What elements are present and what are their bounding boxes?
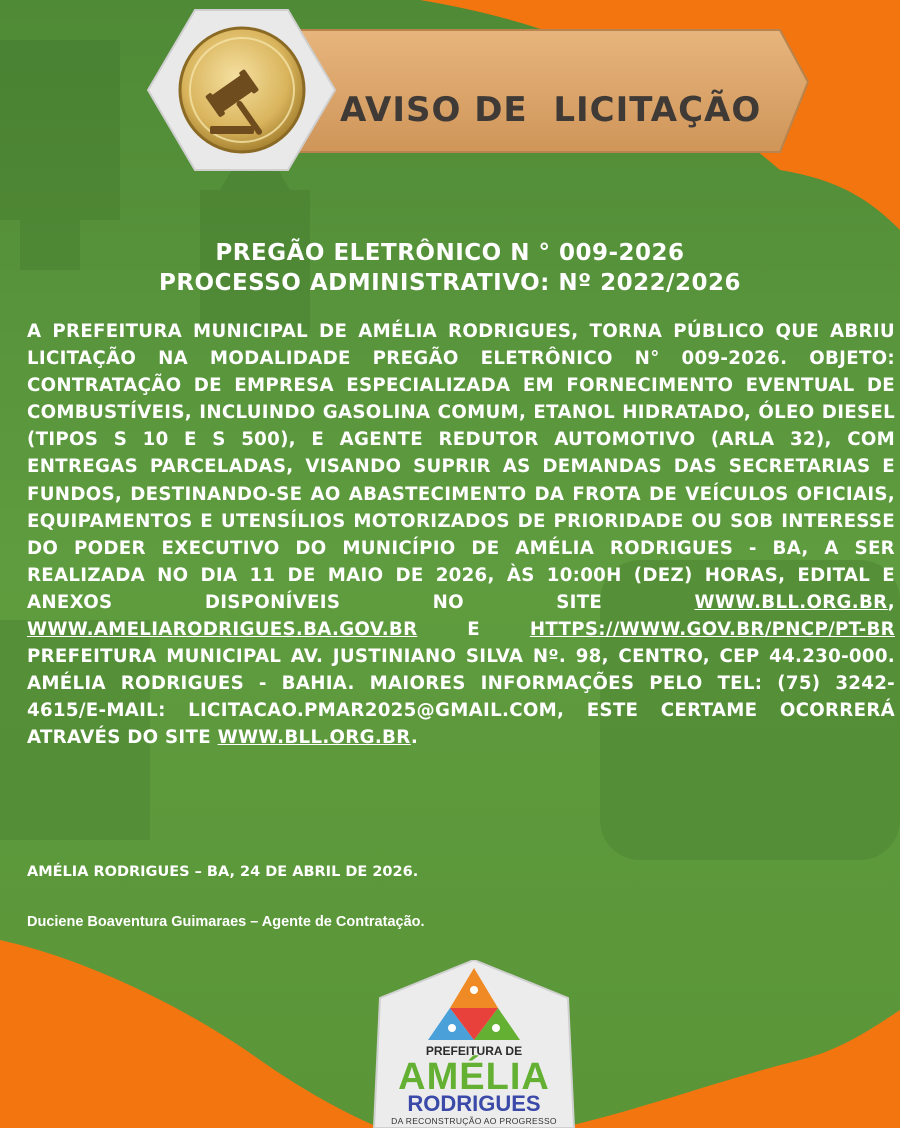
body-text-part: PREFEITURA MUNICIPAL AV. JUSTINIANO SILVA Nº. 98, CENTRO, CEP 44.230-000. AMÉLIA RODRIGUES - BAHIA. MAIORES INFORMAÇÕES PELO TEL: (75) 3242-4615/E-MAIL: LICITACAO.PMAR2025@GMAIL.COM, ESTE CERTAME OCORRERÁ ATRAVÉS DO SITE bbox=[27, 646, 895, 749]
process-number: PROCESSO ADMINISTRATIVO: Nº 2022/2026 bbox=[158, 270, 742, 296]
logo-name: AMÉLIA bbox=[398, 1056, 550, 1098]
body-text-part: . bbox=[410, 727, 419, 749]
bll-link[interactable]: WWW.BLL.ORG.BR bbox=[694, 591, 888, 613]
body-text-part: A PREFEITURA MUNICIPAL DE AMÉLIA RODRIGUES, TORNA PÚBLICO QUE ABRIU LICITAÇÃO NA MODALIDADE PREGÃO ELETRÔNICO N° 009-2026. OBJETO: CONTRATAÇÃO DE EMPRESA ESPECIALIZADA EM FORNECIMENTO EVENTUAL DE COMBUSTÍVEIS, INCLUINDO GASOLINA COMUM, ETANOL HIDRATADO, ÓLEO DIESEL (TIPOS S 10 E S 500), E AGENTE REDUTOR AUTOMOTIVO (ARLA 32), COM ENTREGAS PARCELADAS, VISANDO SUPRIR AS DEMANDAS DAS SECRETARIAS E FUNDOS, DESTINANDO-SE AO ABASTECIMENTO DA FROTA DE VEÍCULOS OFICIAIS, EQUIPAMENTOS E UTENSÍLIOS MOTORIZADOS DE PRIORIDADE OU SOB INTERESSE DO PODER EXECUTIVO DO MUNICÍPIO DE AMÉLIA RODRIGUES - BA, A SER REALIZADA NO DIA 11 DE MAIO DE 2026, ÀS 10:00H (DEZ) HORAS, EDITAL E ANEXOS DISPONÍVEIS NO SITE bbox=[27, 321, 895, 613]
prefeitura-logo bbox=[368, 960, 580, 1128]
logo-slogan: DA RECONSTRUÇÃO AO PROGRESSO bbox=[391, 1116, 557, 1126]
pncp-link[interactable]: HTTPS://WWW.GOV.BR/PNCP/PT-BR bbox=[529, 619, 895, 641]
gavel-icon bbox=[180, 28, 304, 152]
body-separator: E bbox=[417, 619, 530, 641]
logo-prefix: PREFEITURA DE bbox=[425, 1044, 523, 1058]
page-title: AVISO DE LICITAÇÃO bbox=[340, 90, 762, 130]
date-line: AMÉLIA RODRIGUES – BA, 24 DE ABRIL DE 2026. bbox=[27, 864, 419, 880]
logo-surname: RODRIGUES bbox=[407, 1091, 541, 1116]
notice-number: PREGÃO ELETRÔNICO N ° 009-2026 bbox=[215, 240, 685, 266]
signature-line: Duciene Boaventura Guimaraes – Agente de Contratação. bbox=[27, 914, 425, 930]
body-separator: , bbox=[887, 591, 895, 613]
notice-body bbox=[27, 318, 895, 752]
bll-link[interactable]: WWW.BLL.ORG.BR bbox=[217, 727, 411, 749]
municipality-website-link[interactable]: WWW.AMELIARODRIGUES.BA.GOV.BR bbox=[27, 619, 418, 641]
